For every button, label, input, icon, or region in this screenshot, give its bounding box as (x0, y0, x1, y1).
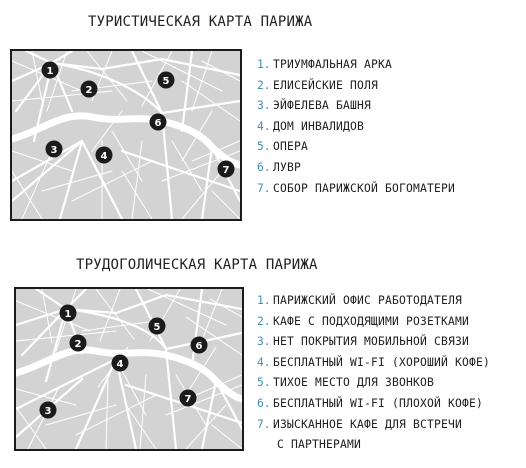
workaholic-map-title: ТРУДОГОЛИЧЕСКАЯ КАРТА ПАРИЖА (76, 257, 318, 273)
workaholic-street-grid (16, 289, 242, 449)
legend-text: БЕСПЛАТНЫЙ WI-FI (ПЛОХОЙ КОФЕ) (273, 396, 484, 410)
tourist-street-grid (12, 51, 240, 219)
legend-number: 4. (257, 119, 271, 133)
svg-text:3: 3 (44, 406, 52, 417)
legend-item (257, 312, 490, 333)
legend-number: 7. (257, 417, 271, 431)
legend-text: ЭЙФЕЛЕВА БАШНЯ (273, 99, 372, 113)
legend-item (257, 415, 490, 456)
map-marker-1[interactable] (60, 305, 77, 322)
legend-number: 5. (257, 376, 271, 390)
legend-number: 7. (257, 181, 271, 195)
legend-text: НЕТ ПОКРЫТИЯ МОБИЛЬНОЙ СВЯЗИ (273, 335, 470, 349)
legend-item (257, 96, 455, 117)
map-marker-5[interactable] (158, 72, 175, 89)
legend-text: ЛУВР (273, 160, 302, 174)
map-marker-6[interactable] (191, 337, 208, 354)
workaholic-map (14, 287, 244, 451)
legend-item (257, 373, 490, 394)
legend-text: ПАРИЖСКИЙ ОФИС РАБОТОДАТЕЛЯ (273, 294, 463, 307)
legend-text: ИЗЫСКАННОЕ КАФЕ ДЛЯ ВСТРЕЧИ (273, 417, 463, 431)
map-marker-4[interactable] (112, 355, 129, 372)
map-marker-5[interactable] (149, 318, 166, 335)
legend-number: 3. (257, 99, 271, 113)
legend-number: 6. (257, 160, 271, 174)
map-marker-3[interactable] (46, 141, 63, 158)
svg-text:5: 5 (153, 322, 161, 333)
legend-text: ЕЛИСЕЙСКИЕ ПОЛЯ (273, 78, 379, 92)
legend-text: СОБОР ПАРИЖСКОЙ БОГОМАТЕРИ (273, 181, 456, 195)
map-marker-7[interactable] (180, 390, 197, 407)
legend-number: 3. (257, 335, 271, 349)
legend-text: КАФЕ С ПОДХОДЯЩИМИ РОЗЕТКАМИ (273, 314, 470, 328)
legend-number: 4. (257, 355, 271, 369)
svg-text:1: 1 (64, 309, 72, 320)
svg-text:7: 7 (222, 165, 230, 176)
svg-text:3: 3 (50, 145, 58, 156)
svg-text:6: 6 (154, 118, 162, 129)
legend-item (257, 179, 455, 200)
legend-item (257, 76, 455, 97)
legend-item (257, 137, 455, 158)
legend-item (257, 158, 455, 179)
svg-text:1: 1 (46, 66, 54, 77)
legend-item (257, 117, 455, 138)
svg-text:4: 4 (100, 151, 108, 162)
legend-item (257, 291, 490, 312)
map-marker-2[interactable] (81, 81, 98, 98)
map-marker-2[interactable] (70, 335, 87, 352)
legend-text: ДОМ ИНВАЛИДОВ (273, 119, 365, 133)
map-marker-7[interactable] (218, 161, 235, 178)
map-marker-4[interactable] (96, 147, 113, 164)
legend-item (257, 353, 490, 374)
legend-number: 5. (257, 140, 271, 154)
legend-item (257, 332, 490, 353)
legend-item (257, 55, 455, 76)
legend-text: ТИХОЕ МЕСТО ДЛЯ ЗВОНКОВ (273, 376, 435, 390)
svg-text:4: 4 (116, 359, 124, 370)
svg-text:7: 7 (184, 394, 192, 405)
legend-text: ТРИУМФАЛЬНАЯ АРКА (273, 58, 393, 71)
map-marker-6[interactable] (150, 114, 167, 131)
legend-number: 2. (257, 314, 271, 328)
workaholic-map-legend (257, 291, 490, 456)
map-marker-3[interactable] (40, 402, 57, 419)
tourist-map-title: ТУРИСТИЧЕСКАЯ КАРТА ПАРИЖА (88, 14, 313, 30)
tourist-map (10, 49, 242, 221)
legend-number: 2. (257, 78, 271, 92)
svg-text:5: 5 (162, 76, 170, 87)
legend-number: 1. (257, 58, 271, 71)
legend-text-continuation: С ПАРТНЕРАМИ (277, 438, 362, 452)
legend-text: ОПЕРА (273, 140, 309, 154)
svg-text:6: 6 (195, 341, 203, 352)
legend-number: 6. (257, 396, 271, 410)
tourist-map-legend (257, 55, 455, 199)
map-marker-1[interactable] (42, 62, 59, 79)
svg-text:2: 2 (85, 85, 93, 96)
legend-item (257, 394, 490, 415)
svg-text:2: 2 (74, 339, 82, 350)
legend-number: 1. (257, 294, 271, 307)
legend-text: БЕСПЛАТНЫЙ WI-FI (ХОРОШИЙ КОФЕ) (273, 355, 491, 369)
